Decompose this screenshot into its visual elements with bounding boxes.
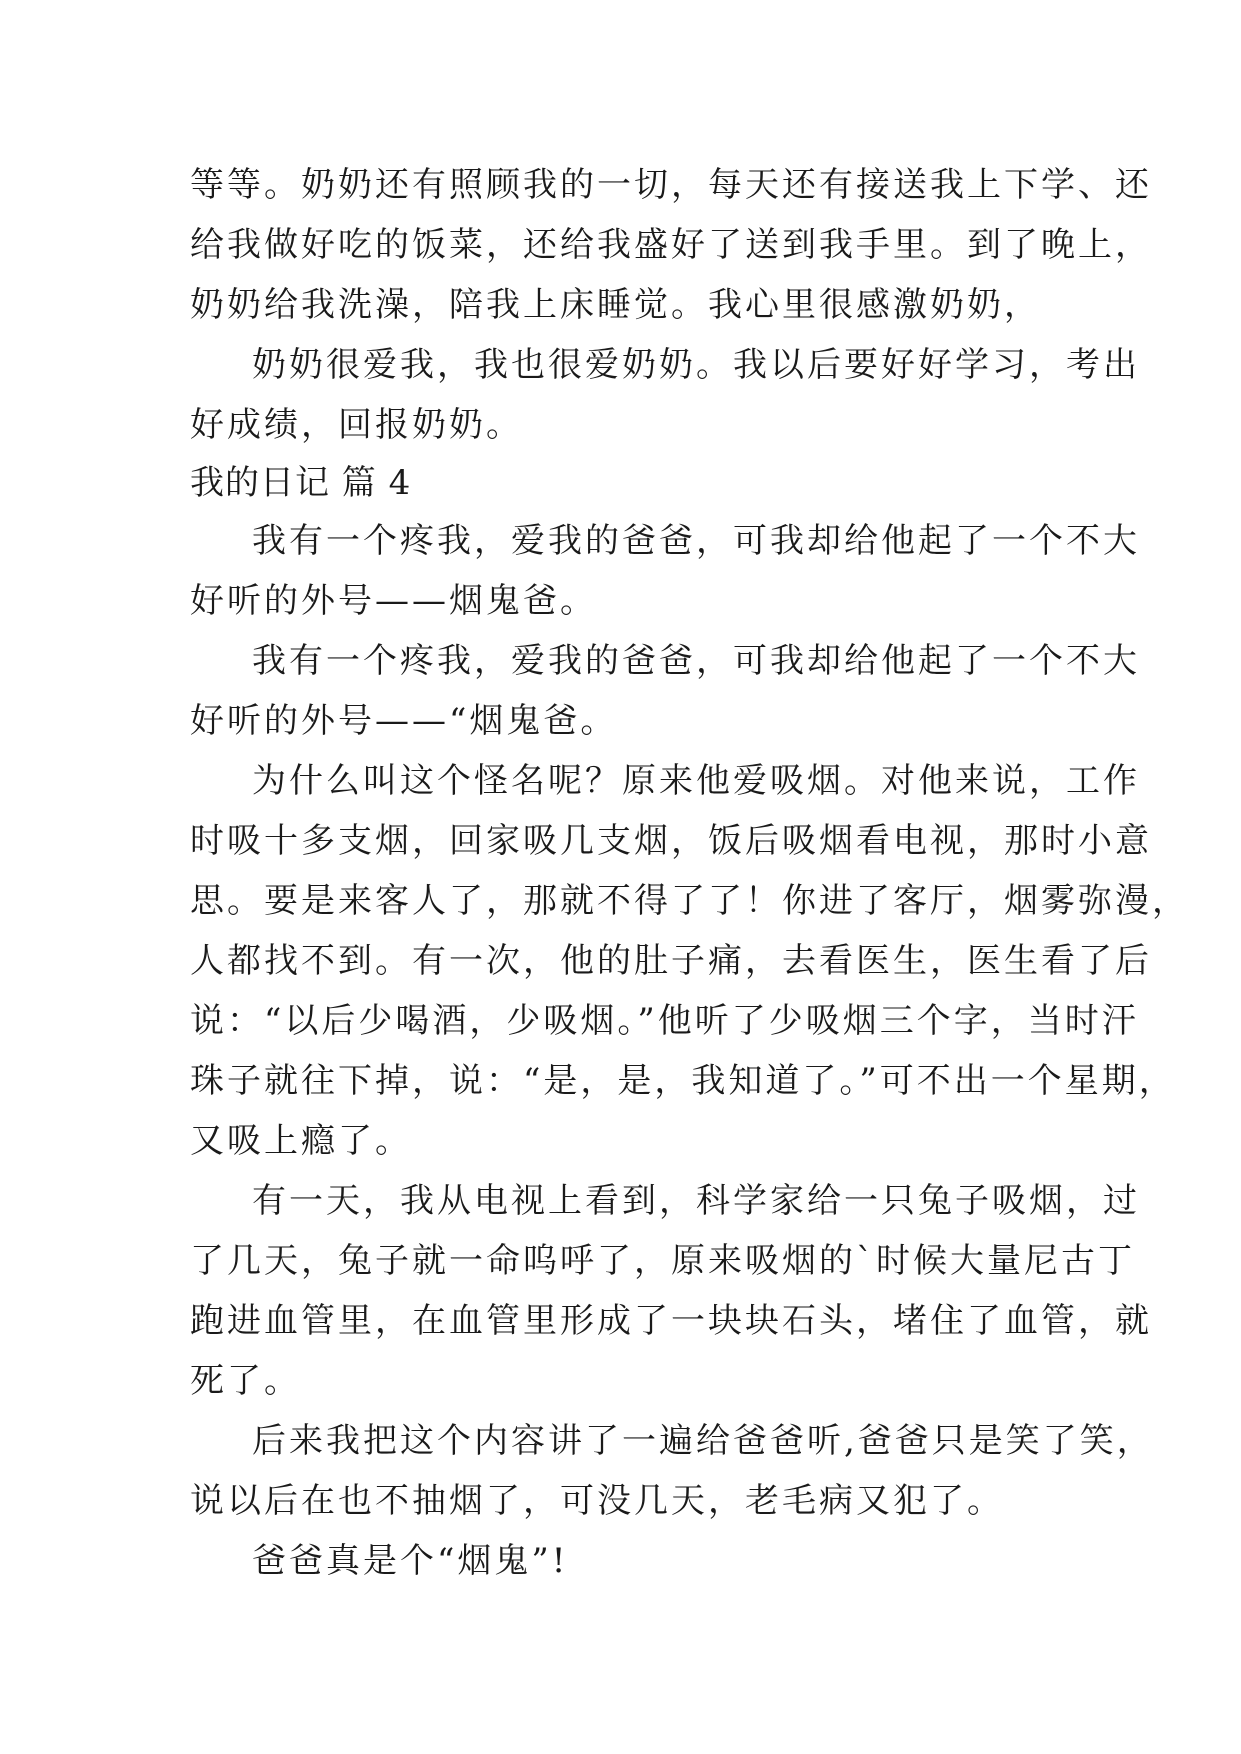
text-line: 给我做好吃的饭菜，还给我盛好了送到我手里。到了晚上， <box>190 225 1152 265</box>
text-line: 好听的外号——烟鬼爸。 <box>190 581 597 621</box>
text-line: 人都找不到。有一次，他的肚子痛，去看医生，医生看了后 <box>190 941 1152 981</box>
text-line: 说以后在也不抽烟了，可没几天，老毛病又犯了。 <box>190 1481 1004 1521</box>
text-line: 说：“以后少喝酒，少吸烟。”他听了少吸烟三个字，当时汗 <box>190 1001 1139 1041</box>
text-line: 好成绩，回报奶奶。 <box>190 405 523 445</box>
text-line: 死了。 <box>190 1361 301 1401</box>
text-line: 跑进血管里，在血管里形成了一块块石头，堵住了血管，就 <box>190 1301 1152 1341</box>
text-line: 奶奶给我洗澡，陪我上床睡觉。我心里很感激奶奶， <box>190 285 1041 325</box>
text-line: 我有一个疼我，爱我的爸爸，可我却给他起了一个不大 <box>252 641 1140 681</box>
text-line: 了几天，兔子就一命呜呼了，原来吸烟的`时候大量尼古丁 <box>190 1241 1135 1281</box>
document-body <box>190 155 1189 1591</box>
text-line: 有一天，我从电视上看到，科学家给一只兔子吸烟，过 <box>252 1181 1140 1221</box>
text-line: 时吸十多支烟，回家吸几支烟，饭后吸烟看电视，那时小意 <box>190 821 1152 861</box>
text-line: 爸爸真是个“烟鬼”! <box>252 1541 569 1581</box>
text-line: 我有一个疼我，爱我的爸爸，可我却给他起了一个不大 <box>252 521 1140 561</box>
text-line: 又吸上瘾了。 <box>190 1121 412 1161</box>
text-line: 珠子就往下掉，说：“是，是，我知道了。”可不出一个星期， <box>190 1061 1176 1101</box>
text-line: 为什么叫这个怪名呢？原来他爱吸烟。对他来说，工作 <box>252 761 1140 801</box>
text-line: 好听的外号——“烟鬼爸。 <box>190 701 618 741</box>
text-line: 后来我把这个内容讲了一遍给爸爸听,爸爸只是笑了笑， <box>252 1421 1154 1461</box>
text-line: 奶奶很爱我，我也很爱奶奶。我以后要好好学习，考出 <box>252 345 1140 385</box>
text-line: 等等。奶奶还有照顾我的一切，每天还有接送我上下学、还 <box>190 165 1152 205</box>
section-heading: 我的日记 篇 4 <box>190 463 412 503</box>
text-line: 思。要是来客人了，那就不得了了！你进了客厅，烟雾弥漫， <box>190 881 1189 921</box>
